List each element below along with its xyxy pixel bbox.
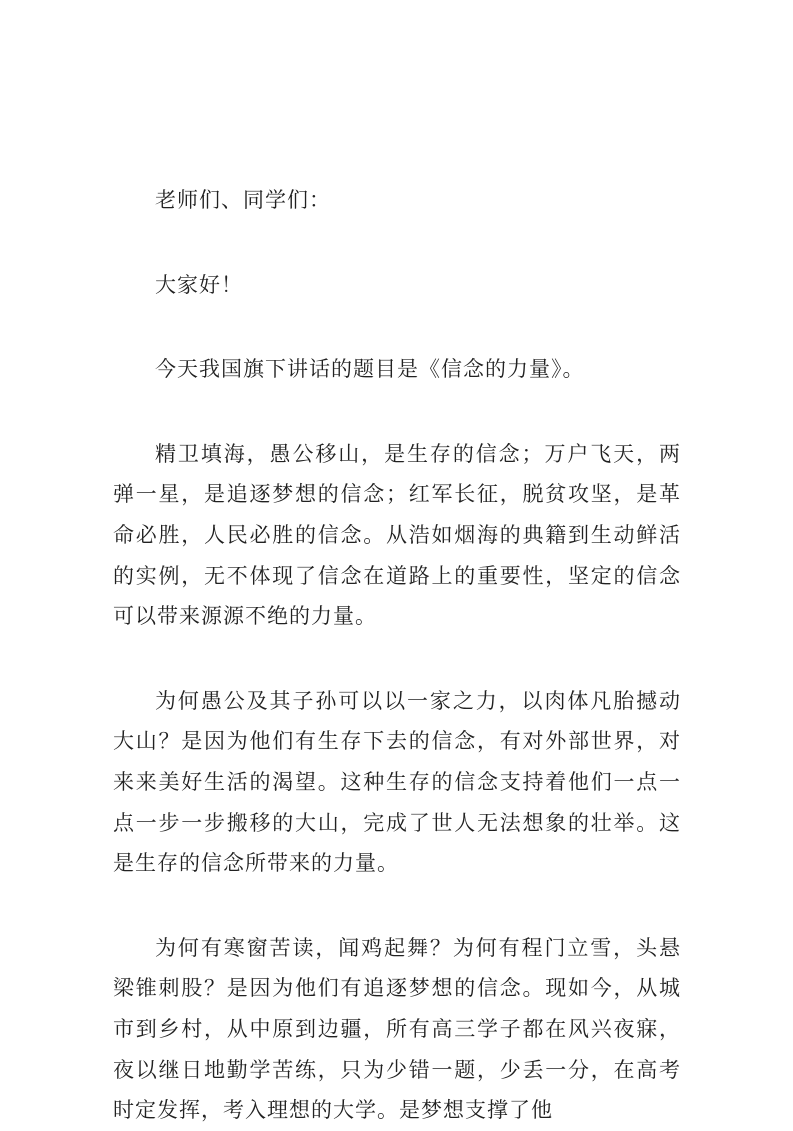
salutation-line: 老师们、同学们： (155, 188, 331, 212)
greeting-line: 大家好！ (155, 272, 243, 297)
paragraph: 为何愚公及其子孙可以以一家之力，以肉体凡胎撼动大山？是因为他们有生存下去的信念，有对外部世界，对来来美好生活的渴望。这种生存的信念支持着他们一点一点一步一步搬移的大山，完成了世人无法想象的壮举。这是生存的信念所带来的力量。 (113, 688, 681, 876)
paragraph: 为何有寒窗苦读，闻鸡起舞？为何有程门立雪，头悬梁锥刺股？是因为他们有追逐梦想的信念。现如今，从城市到乡村，从中原到边疆，所有高三学子都在风兴夜寐，夜以继日地勤学苦练，只为少错一题，少丢一分，在高考时定发挥，考入理想的大学。是梦想支撑了他 (113, 935, 681, 1123)
paragraph: 精卫填海，愚公移山，是生存的信念；万户飞天，两弹一星，是追逐梦想的信念；红军长征，脱贫攻坚，是革命必胜，人民必胜的信念。从浩如烟海的典籍到生动鲜活的实例，无不体现了信念在道路上的重要性，坚定的信念可以带来源源不绝的力量。 (113, 441, 681, 629)
speech-topic-line: 今天我国旗下讲话的题目是《信念的力量》。 (155, 357, 585, 382)
